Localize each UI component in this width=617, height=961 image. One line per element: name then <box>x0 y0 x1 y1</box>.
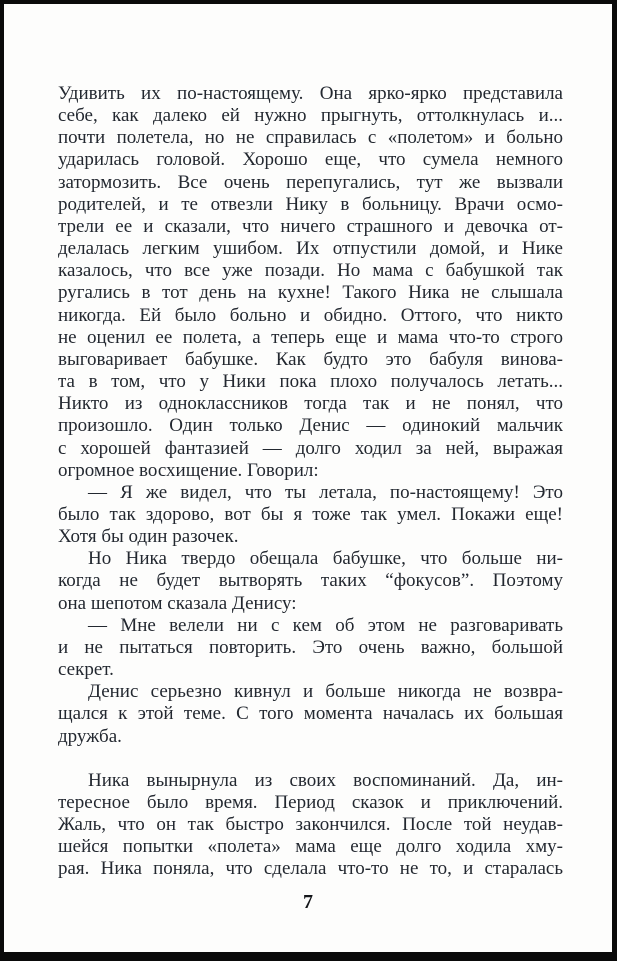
text-line: затормозить. Все очень перепугались, тут же вызвали <box>58 171 563 193</box>
text-line: — Мне велели ни с кем об этом не разговаривать <box>88 614 563 636</box>
text-line: себе, как далеко ей нужно прыгнуть, оттолкнулась и... <box>58 105 563 127</box>
text-line: ударилась головой. Хорошо еще, что сумела немного <box>58 149 563 171</box>
book-page <box>4 4 612 952</box>
text-line: Удивить их по-настоящему. Она ярко-ярко представила <box>58 83 563 104</box>
page-number: 7 <box>303 891 313 914</box>
paragraph <box>58 681 563 747</box>
text-line: с хорошей фантазией — долго ходил за ней, выражая <box>58 437 563 459</box>
paragraph <box>58 615 563 681</box>
text-line: секрет. <box>58 659 114 681</box>
paragraph <box>58 548 563 614</box>
text-line: Жаль, что он так быстро закончился. После той неудав- <box>58 814 563 835</box>
text-line: Но Ника твердо обещала бабушке, что больше ни- <box>88 548 563 570</box>
text-line: и не пытаться повторить. Это очень важно, большой <box>58 636 563 658</box>
text-line: Ника вынырнула из своих воспоминаний. Да, ин- <box>88 769 563 791</box>
text-line: та в том, что у Ники пока плохо получалось летать... <box>58 371 563 393</box>
text-line: не оценил ее полета, а теперь еще и мама что-то строго <box>58 326 563 348</box>
text-line: тересное было время. Период сказок и приключений. <box>58 791 563 813</box>
text-line: рая. Ника поняла, что сделала что-то не то, и старалась <box>58 858 563 880</box>
text-line: щался к этой теме. С того момента началась их большая <box>58 703 563 725</box>
text-line: дружба. <box>58 725 122 747</box>
text-line: шейся попытки «полета» мама еще долго ходила хму- <box>58 836 563 858</box>
text-line: трели ее и сказали, что ничего страшного и девочка от- <box>58 215 563 237</box>
text-line: было так здорово, вот бы я тоже так умел. Покажи еще! <box>58 503 563 525</box>
page-text-block <box>4 4 612 880</box>
text-line: когда не будет вытворять таких “фокусов”. Поэтому <box>58 570 563 592</box>
text-line: почти полетела, но не справилась с «полетом» и больно <box>58 127 563 149</box>
text-line: делалась легким ушибом. Их отпустили домой, и Нике <box>58 238 563 260</box>
text-line: произошло. Один только Денис — одинокий мальчик <box>58 415 563 437</box>
text-line: Хотя бы один разочек. <box>58 526 239 548</box>
text-line: никогда. Ей было больно и обидно. Оттого, что никто <box>58 304 563 326</box>
paragraph <box>58 482 563 548</box>
text-line: выговаривает бабушке. Как будто это бабуля винова- <box>58 348 563 370</box>
text-line: Денис серьезно кивнул и больше никогда не возвра- <box>88 681 563 703</box>
text-line: — Я же видел, что ты летала, по-настоящему! Это <box>88 481 563 503</box>
text-line: Никто из одноклассников тогда так и не понял, что <box>58 393 563 415</box>
text-line: родителей, и те отвезли Нику в больницу. Врачи осмо- <box>58 193 563 215</box>
paragraph <box>58 770 563 881</box>
text-line: ругались в тот день на кухне! Такого Ника не слышала <box>58 282 563 304</box>
paragraph <box>58 83 563 482</box>
text-line: огромное восхищение. Говорил: <box>58 459 319 481</box>
text-line: казалось, что все уже позади. Но мама с бабушкой так <box>58 260 563 282</box>
text-line: она шепотом сказала Денису: <box>58 592 297 614</box>
